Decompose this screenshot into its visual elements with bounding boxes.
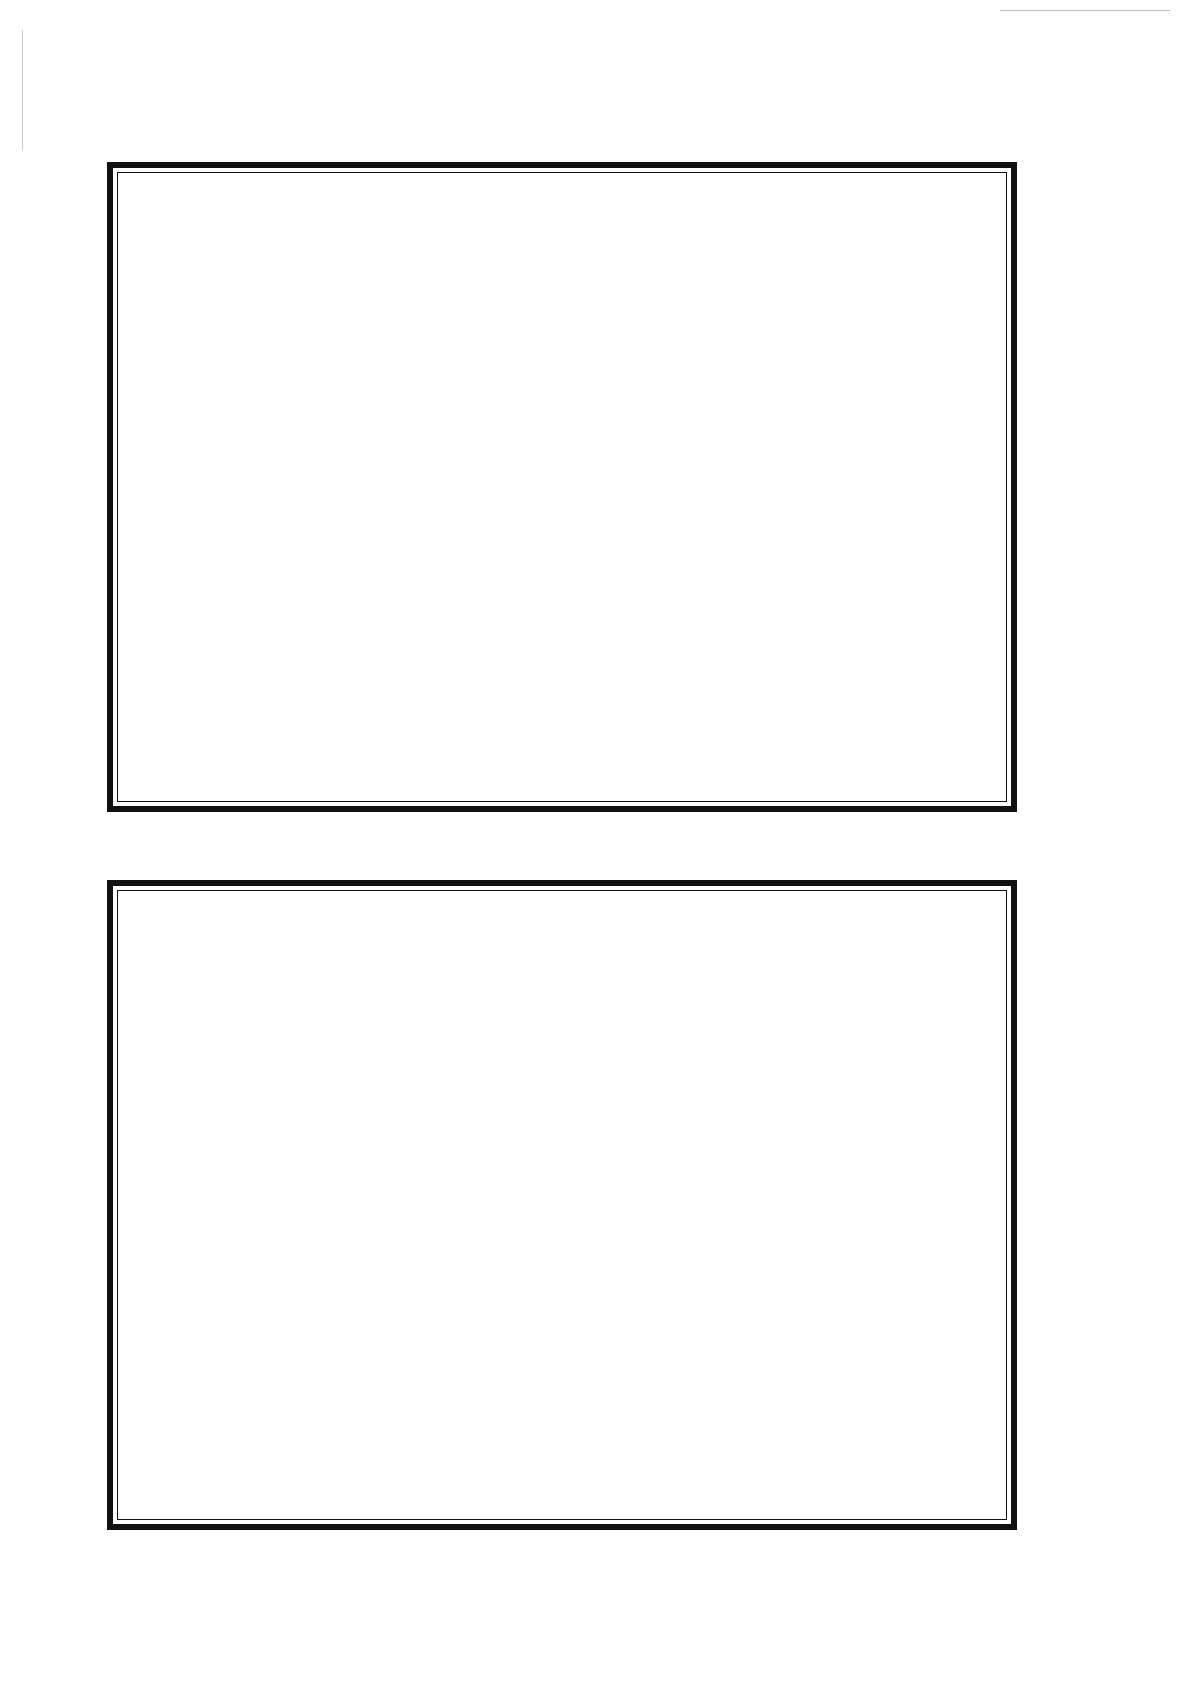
top-page-panel (107, 162, 1017, 812)
bottom-page-columns (117, 890, 1007, 1520)
bottom-page-panel (107, 880, 1017, 1530)
scan-edge-mark (1000, 10, 1170, 11)
top-page-columns (117, 172, 1007, 802)
scan-edge-line (22, 30, 23, 150)
